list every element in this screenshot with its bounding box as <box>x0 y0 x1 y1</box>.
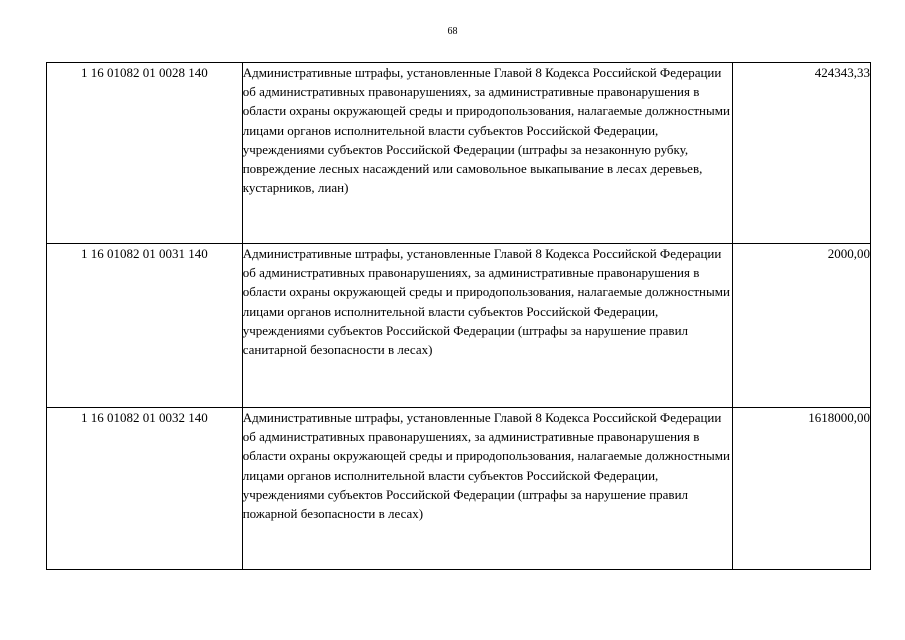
revenue-description: Административные штрафы, установленные Главой 8 Кодекса Российской Федерации об административных правонарушениях, за административные правонарушения в области охраны окружающей среды и природопользования, налагаемые должностными лицами органов исполнительной власти субъектов Российской Федерации, учреждениями субъектов Российской Федерации (штрафы за нарушение правил санитарной безопасности в лесах) <box>242 244 733 408</box>
budget-code: 1 16 01082 01 0028 140 <box>47 63 243 244</box>
revenue-table <box>46 62 871 570</box>
table-row <box>47 63 871 244</box>
table-row <box>47 408 871 570</box>
table-row <box>47 244 871 408</box>
amount-value: 2000,00 <box>733 244 871 408</box>
revenue-description: Административные штрафы, установленные Главой 8 Кодекса Российской Федерации об административных правонарушениях, за административные правонарушения в области охраны окружающей среды и природопользования, налагаемые должностными лицами органов исполнительной власти субъектов Российской Федерации, учреждениями субъектов Российской Федерации (штрафы за нарушение правил пожарной безопасности в лесах) <box>242 408 733 570</box>
amount-value: 424343,33 <box>733 63 871 244</box>
page-number: 68 <box>447 26 458 37</box>
budget-code: 1 16 01082 01 0031 140 <box>47 244 243 408</box>
revenue-description: Административные штрафы, установленные Главой 8 Кодекса Российской Федерации об административных правонарушениях, за административные правонарушения в области охраны окружающей среды и природопользования, налагаемые должностными лицами органов исполнительной власти субъектов Российской Федерации, учреждениями субъектов Российской Федерации (штрафы за незаконную рубку, повреждение лесных насаждений или самовольное выкапывание в лесах деревьев, кустарников, лиан) <box>242 63 733 244</box>
amount-value: 1618000,00 <box>733 408 871 570</box>
budget-code: 1 16 01082 01 0032 140 <box>47 408 243 570</box>
